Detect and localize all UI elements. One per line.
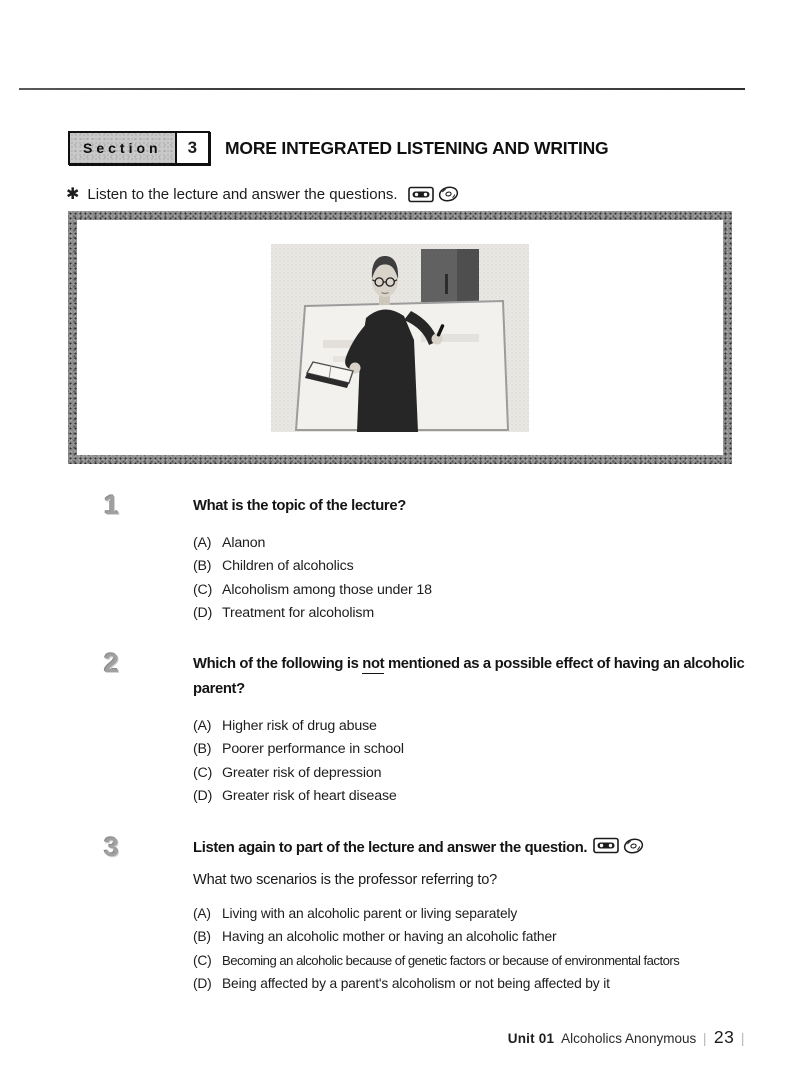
prompt-text: mentioned as a possible effect of having an alcoholic parent? xyxy=(193,656,745,697)
lecture-photo xyxy=(271,244,529,432)
footer-separator: | xyxy=(703,1030,707,1046)
unit-title: Alcoholics Anonymous xyxy=(561,1031,697,1046)
audio-icons xyxy=(408,185,459,203)
option-letter: (D) xyxy=(193,787,213,804)
answer-option-d xyxy=(193,972,772,995)
prompt-text: Listen again to part of the lecture and answer the question. xyxy=(193,840,588,856)
question-2-prompt xyxy=(193,652,772,702)
option-text: Becoming an alcoholic because of genetic factors or because of environmental factors xyxy=(222,952,680,968)
question-3-number: 3 xyxy=(104,832,121,862)
question-1-options xyxy=(193,532,772,625)
option-text: Living with an alcoholic parent or living separately xyxy=(222,906,518,921)
audio-icons xyxy=(593,837,644,855)
asterisk-icon: ✱ xyxy=(66,186,80,203)
listen-instruction-text: Listen to the lecture and answer the questions. xyxy=(87,185,398,203)
option-text: Having an alcoholic mother or having an alcoholic father xyxy=(222,929,557,945)
answer-option-b xyxy=(193,738,772,761)
top-divider xyxy=(19,88,745,90)
answer-option-c xyxy=(193,579,772,602)
question-3-subprompt: What two scenarios is the professor referring to? xyxy=(193,872,498,888)
answer-option-c xyxy=(193,949,772,972)
question-1-prompt: What is the topic of the lecture? xyxy=(193,498,406,514)
option-text: Greater risk of depression xyxy=(222,764,382,781)
underlined-word: not xyxy=(362,656,385,672)
cassette-icon xyxy=(593,837,619,854)
option-letter: (A) xyxy=(193,906,211,921)
answer-option-d xyxy=(193,602,772,625)
section-badge xyxy=(68,131,210,165)
option-letter: (D) xyxy=(193,975,212,991)
answer-option-a xyxy=(193,715,772,738)
question-2-options xyxy=(193,715,772,808)
option-text: Alanon xyxy=(222,535,266,551)
lecture-photo-frame xyxy=(68,211,732,464)
section-label: Section xyxy=(70,133,175,163)
page-footer xyxy=(508,1027,745,1048)
option-letter: (C) xyxy=(193,764,213,781)
option-letter: (C) xyxy=(193,952,212,968)
page-number: 23 xyxy=(713,1027,735,1047)
prompt-text: Which of the following is xyxy=(193,656,363,672)
question-3-prompt xyxy=(193,836,772,861)
answer-option-a xyxy=(193,532,772,555)
page-title: MORE INTEGRATED LISTENING AND WRITING xyxy=(225,137,609,158)
unit-label: Unit 01 xyxy=(507,1031,555,1046)
option-text: Greater risk of heart disease xyxy=(222,787,397,804)
section-number: 3 xyxy=(175,133,208,163)
option-letter: (B) xyxy=(193,741,212,758)
option-text: Alcoholism among those under 18 xyxy=(222,581,432,598)
answer-option-a xyxy=(193,902,772,925)
question-3-options xyxy=(193,902,772,995)
option-letter: (B) xyxy=(193,929,211,945)
option-letter: (D) xyxy=(193,604,213,621)
question-2-number: 2 xyxy=(104,648,121,678)
option-letter: (C) xyxy=(193,581,213,598)
cassette-icon xyxy=(408,186,434,203)
option-text: Treatment for alcoholism xyxy=(222,604,374,621)
option-letter: (A) xyxy=(193,535,212,551)
question-1-number: 1 xyxy=(104,490,121,520)
lecture-photo-mat xyxy=(77,220,723,455)
answer-option-c xyxy=(193,762,772,785)
listen-instruction xyxy=(66,184,459,204)
option-letter: (A) xyxy=(193,718,212,734)
footer-separator: | xyxy=(741,1030,745,1046)
option-text: Higher risk of drug abuse xyxy=(222,718,377,734)
option-text: Being affected by a parent's alcoholism or not being affected by it xyxy=(222,975,610,991)
option-text: Children of alcoholics xyxy=(222,558,354,575)
option-text: Poorer performance in school xyxy=(222,741,404,758)
cd-icon xyxy=(438,185,459,203)
section-header xyxy=(68,131,608,165)
answer-option-d xyxy=(193,785,772,808)
answer-option-b xyxy=(193,555,772,578)
cd-icon xyxy=(623,837,644,855)
answer-option-b xyxy=(193,925,772,948)
option-letter: (B) xyxy=(193,558,212,575)
